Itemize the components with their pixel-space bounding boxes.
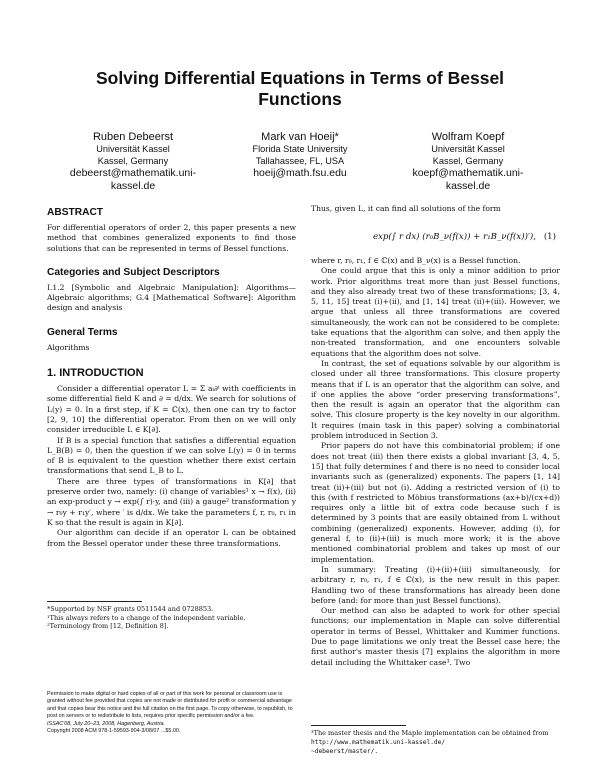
right-column-top (311, 204, 560, 214)
display-equation (311, 228, 560, 254)
introduction-heading: 1. INTRODUCTION (47, 367, 144, 380)
paragraph: In summary: Treating (i)+(ii)+(iii) simultaneously, for arbitrary r, r₀, r₁, f ∈ ℂ(x), is the new result in this paper. Handling two of these transformations has already been done before (and: for more than just Bessel functions). (311, 564, 560, 605)
left-column (47, 206, 296, 549)
url-link[interactable]: ~debeerst/master/. (311, 748, 379, 756)
url-link[interactable]: http://www.mathematik.uni-kassel.de/ (311, 738, 446, 746)
abstract-heading: ABSTRACT (47, 207, 104, 218)
footnote-rule (47, 601, 142, 602)
author-location: Tallahassee, FL, USA (255, 155, 345, 166)
author-email-cont: kassel.de (110, 179, 156, 192)
paragraph: If B is a special function that satisfies a differential equation L_B(B) = 0, then the question if we can solve L(y) = 0 in terms of B is equivalent to the question whether there exist certain transformations that send L_B to L. (47, 435, 296, 476)
abstract-text: For differential operators of order 2, this paper presents a new method that combines generalized exponents to find those solutions that can be represented in terms of Bessel functions. (47, 223, 296, 253)
footnote: ³The master thesis and the Maple implementation can be obtained from (311, 729, 549, 737)
permission-notice (47, 691, 296, 735)
paragraph: One could argue that this is only a minor addition to prior work. Prior algorithms treat more than just Bessel functions, and they also already treat two of these transformations; [3, 4, 5, 11, 15] treat (i)+(ii), and [1, 14] treat (ii)+(iii). However, we argue that unless all three transformations are covered simultaneously, the work can not be considered to be complete: take equations that the algorithm can solve, and then apply the non-treated transformation, and one encounters solvable equations that the algorithm does not solve. (311, 266, 560, 358)
general-terms-heading: General Terms (47, 326, 118, 338)
permission-text: Permission to make digital or hard copies of all or part of this work for personal or classroom use is granted without fee provided that copies are not made or distributed for profit or commercial advantage and that copies bear this notice and the full citation on the first page. To copy otherwise, to republish, to post on servers or to redistribute to lists, requires prior specific permission and/or a fee. (47, 691, 293, 720)
paper-title: Solving Differential Equations in Terms of Bessel Functions (95, 68, 505, 109)
author-affiliation: Universität Kassel (431, 144, 505, 154)
author-block (383, 130, 553, 192)
categories-text: I.1.2 [Symbolic and Algebraic Manipulation]: Algorithms—Algebraic algorithms; G.4 [Mathematical Software]: Algorithm design and analysis (47, 282, 296, 313)
author-email-cont: kassel.de (445, 179, 491, 192)
copyright-line: Copyright 2008 ACM 978-1-59593-904-3/08/07 ...$5.00. (47, 728, 181, 735)
equation-body: exp(∫ r dx) (r₀B_ν(f(x)) + r₁B_ν(f(x))′), (373, 232, 536, 242)
author-location: Kassel, Germany (97, 155, 169, 166)
author-affiliation: Universität Kassel (96, 144, 170, 154)
author-location: Kassel, Germany (432, 155, 504, 166)
footnote-right (311, 729, 560, 757)
author-email: koepf@mathematik.uni- (412, 167, 524, 179)
footnote: ¹This always refers to a change of the independent variable. (47, 613, 246, 622)
footnotes (47, 605, 296, 631)
equation-number: (1) (543, 232, 556, 242)
paragraph: where r, r₀, r₁, f ∈ ℂ(x) and B_ν(x) is a Bessel function. (311, 256, 521, 265)
author-name: Mark van Hoeij* (261, 131, 339, 143)
conference-line: ISSAC'08, July 20–23, 2008, Hagenberg, Austria. (47, 720, 165, 727)
footnote-rule (311, 725, 406, 726)
author-affiliation: Florida State University (252, 144, 348, 154)
paragraph: In contrast, the set of equations solvable by our algorithm is closed under all three transformations. This closure property means that if L is an operator that the algorithm can solve, and if one applies the above “order preserving transformations”, then the result is again an operator that the algorithm can solve. This closure property is the key novelty in our algorithm. It requires (main task in this paper) solving a combinatorial problem introduced in Section 3. (311, 358, 560, 441)
general-terms-text: Algorithms (47, 342, 90, 352)
right-column (311, 256, 560, 668)
author-block (48, 130, 218, 192)
author-name: Ruben Debeerst (92, 131, 174, 143)
paragraph: Thus, given L, it can find all solutions of the form (311, 204, 501, 213)
author-block (215, 130, 385, 180)
footnote: *Supported by NSF grants 0511544 and 0728853. (47, 605, 214, 613)
author-email: debeerst@mathematik.uni- (69, 167, 197, 179)
paragraph: Consider a differential operator L = Σ aᵢ∂ⁱ with coefficients in some differential field K and ∂ = d/dx. We search for solutions of L(y) = 0. In a first step, if K = ℂ(x), then one can try to factor [2, 9, 10] the differential operator. From then on we will only consider irreducible L ∈ K[∂]. (47, 384, 296, 435)
paragraph: Prior papers do not have this combinatorial problem; if one does not treat (iii) then there exists a global invariant [3, 4, 5, 15] that fully determines f and there is no need to consider local invariants such as (generalized) exponents. The papers [1, 14] treat (ii)+(iii) but not (i). Adding a restricted version of (i) to this (with f restricted to Möbius transformations (ax+b)/(cx+d)) requires only a little bit of extra code because such f is determined by 3 points that are easily obtained from L without combining (generalized) exponents. However, adding (i), for general f, to (ii)+(iii) is much more work; it is the above mentioned combinatorial problem and takes up most of our implementation. (311, 441, 560, 564)
paragraph: Our method can also be adapted to work for other special functions; our implementation in Maple can solve differential operator in terms of Bessel, Whittaker and Kummer functions. Due to page limitations we only treat the Bessel case here; the first author's master thesis [7] explains the algorithm in more detail including the Whittaker case³. Two (311, 606, 560, 667)
footnote: ²Terminology from [12, Definition 8]. (47, 622, 169, 631)
paragraph: Our algorithm can decide if an operator L can be obtained from the Bessel operator under these three transformations. (47, 528, 296, 548)
paragraph: There are three types of transformations in K[∂] that preserve order two, namely: (i) change of variables¹ x → f(x), (ii) an exp-product y → exp(∫ r)·y, and (iii) a gauge² transformation y → r₀y + r₁y′, where ′ is d/dx. We take the parameters f, r, r₀, r₁ in K so that the result is again in K[∂]. (47, 476, 296, 527)
author-name: Wolfram Koepf (431, 131, 505, 143)
categories-heading: Categories and Subject Descriptors (47, 266, 220, 278)
author-email: hoeij@math.fsu.edu (253, 167, 347, 179)
